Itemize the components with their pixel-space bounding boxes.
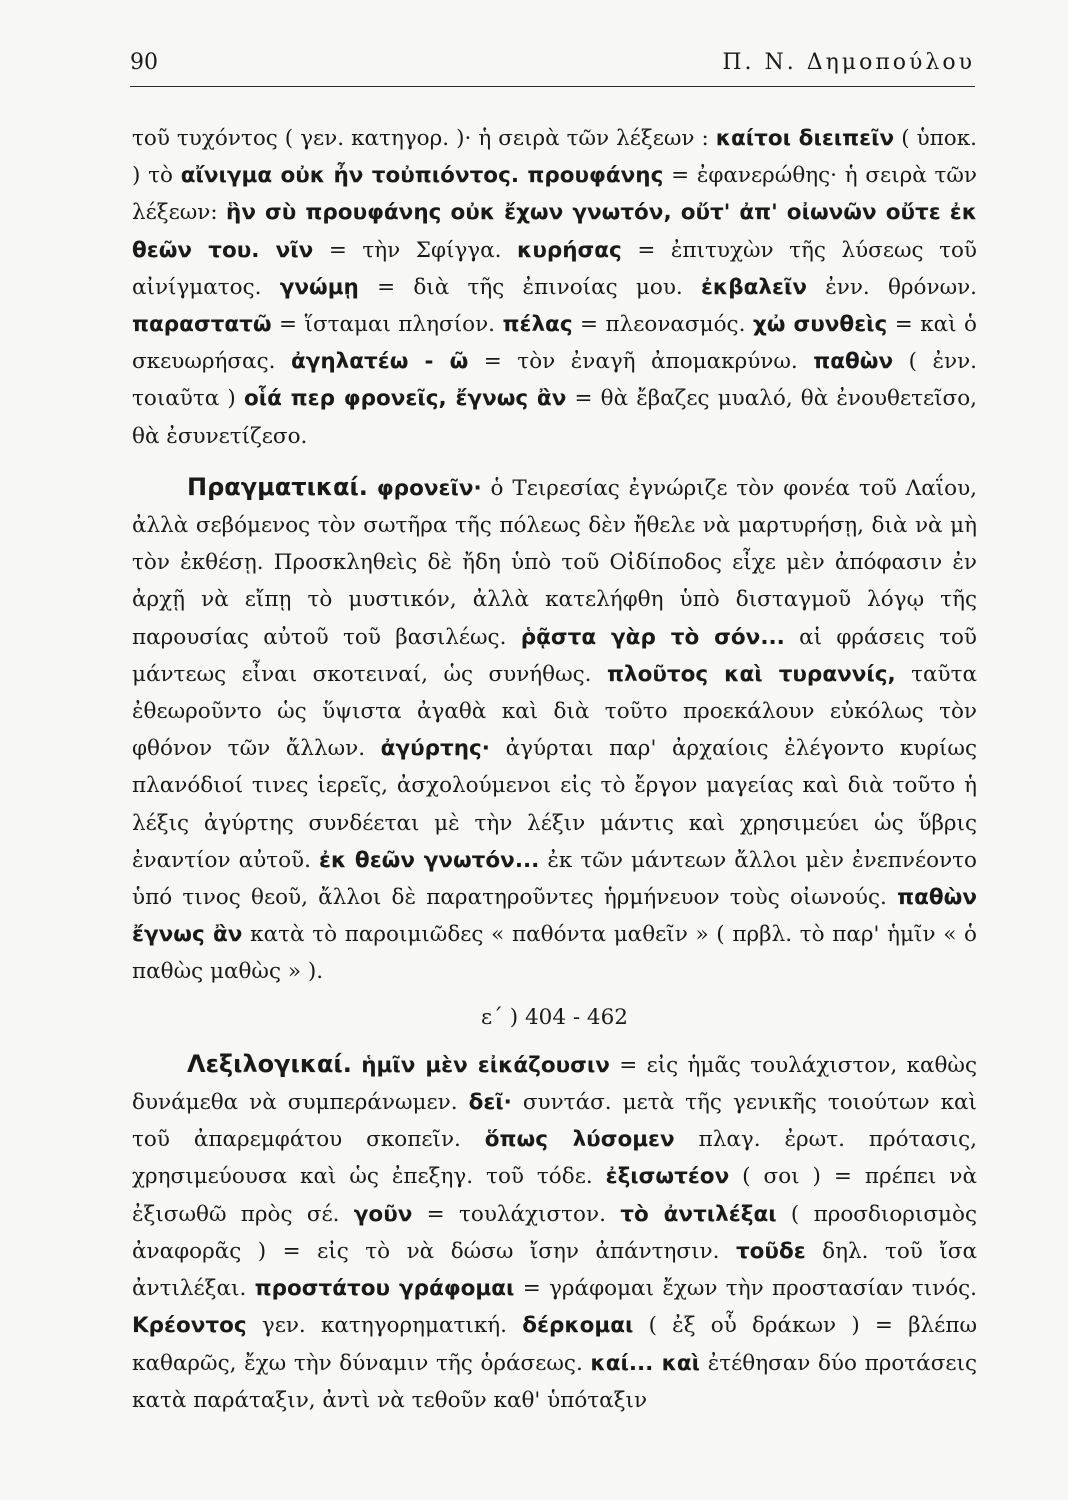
gloss-text: ὁ Τειρεσίας ἐγνώριζε τὸν φονέα τοῦ Λαΐου, ἀλλὰ σεβόμενος τὸν σωτῆρα τῆς πόλεως δὲν ἤθελε νὰ μαρτυρήσῃ, διὰ νὰ μὴ τὸν ἐκθέσῃ. Προσκληθεὶς δὲ ἤδη ὑπὸ τοῦ Οἰδίποδος εἶχε μὲν ἀπόφασιν ἐν ἀρχῇ νὰ εἴπῃ τὸ μυστικόν, ἀλλὰ κατελήφθη ὑπὸ δισταγμοῦ λόγῳ τῆς παρουσίας αὐτοῦ τοῦ βασιλέως. [132, 475, 977, 650]
gloss-text: = καὶ ὁ σκευωρήσας. [132, 312, 978, 375]
lemma: κυρήσας [517, 237, 622, 263]
lemma: ἣν σὺ προυφάνης οὐκ ἔχων γνωτόν, οὔτ' ἀπ' οἰωνῶν οὔτε ἐκ θεῶν του. νῖν [132, 200, 977, 263]
lemma: τὸ ἀντιλέξαι [620, 1201, 777, 1227]
lemma: παραστατῶ [132, 312, 272, 338]
gloss-text: = τὴν Σφίγγα. [313, 237, 518, 263]
gloss-text: = τὸν ἐναγῆ ἀπομακρύνω. [468, 349, 814, 375]
running-head: Π. Ν. Δημοπούλου [722, 50, 975, 75]
lemma: Κρέοντος [132, 1313, 247, 1339]
paragraph-lexilogikai [132, 1046, 977, 1419]
gloss-text: ἐτέθησαν δύο προτάσεις κατὰ παράταξιν, ἀντὶ νὰ τεθοῦν καθ' ὑπόταξιν [132, 1350, 977, 1413]
gloss-text: δηλ. τοῦ ἴσα ἀντιλέξαι. [132, 1238, 977, 1302]
gloss-text: αἱ φράσεις τοῦ μάντεως εἶναι σκοτειναί, ὡς συνήθως. [132, 624, 977, 687]
gloss-text: ἐκ τῶν μάντεων ἄλλοι μὲν ἐνεπνέοντο ὑπό τινος θεοῦ, ἄλλοι δὲ παρατηροῦντες ἡρμήνευον τοὺς οἰωνούς. [132, 847, 977, 911]
lemma: ἐκβαλεῖν [700, 274, 807, 300]
gloss-text: ταῦτα ἐθεωροῦντο ὡς ὕψιστα ἀγαθὰ καὶ διὰ τοῦτο προεκάλουν εὐκόλως τὸν φθόνον τῶν ἄλλων. [132, 661, 978, 762]
gloss-text: ( ἐξ οὗ δράκων ) = βλέπω καθαρῶς, ἔχω τὴν δύναμιν τῆς ὁράσεως. [132, 1313, 977, 1376]
lemma: αἴνιγμα οὐκ ἦν τοὐπιόντος. προυφάνης [180, 163, 664, 189]
gloss-text: = ἐφανερώθης· ἡ σειρὰ τῶν λέξεων: [132, 163, 977, 226]
lemma: οἷά περ φρονεῖς, ἔγνως ἂν [243, 386, 567, 412]
gloss-text: = γράφομαι ἔχων τὴν προστασίαν τινός. [514, 1276, 978, 1302]
gloss-text: συντάσ. μετὰ τῆς γενικῆς τοιούτων καὶ τοῦ ἀπαρεμφάτου σκοπεῖν. [132, 1090, 977, 1153]
body-text [132, 120, 977, 1419]
lemma: τοῦδε [735, 1238, 806, 1264]
lemma: χὠ συνθεὶς [752, 312, 888, 338]
gloss-text: = ἵσταμαι πλησίον. [271, 312, 503, 338]
lemma: προστάτου γράφομαι [254, 1276, 515, 1302]
gloss-text: ἐνν. θρόνων. [806, 274, 977, 300]
gloss-text: πλαγ. ἐρωτ. πρότασις, χρησιμεύουσα καὶ ὡς ἐπεξηγ. τοῦ τόδε. [132, 1127, 977, 1190]
lemma: ἐκ θεῶν γνωτόν... [318, 847, 540, 873]
lemma: δέρκομαι [522, 1313, 634, 1339]
page-header [130, 46, 975, 87]
lemma: ῥᾷστα γὰρ τὸ σόν... [520, 624, 785, 650]
gloss-text: ( σοι ) = πρέπει νὰ ἐξισωθῶ πρὸς σέ. [132, 1164, 977, 1227]
gloss-text: τοῦ τυχόντος ( γεν. κατηγορ. )· ἡ σειρὰ τῶν λέξεων : [132, 126, 716, 151]
gloss-text: = θὰ ἔβαζες μυαλό, θὰ ἐνουθετεῖσο, θὰ ἐσυνετίζεσο. [132, 386, 978, 449]
gloss-text: κατὰ τὸ παροιμιῶδες « παθόντα μαθεῖν » ( πρβλ. τὸ παρ' ἡμῖν « ὁ παθὼς μαθὼς » ). [132, 922, 977, 985]
lemma: δεῖ· [468, 1090, 512, 1116]
gloss-text: = τουλάχιστον. [412, 1201, 621, 1227]
lemma: γνώμῃ [279, 274, 359, 300]
gloss-text: ἀγύρται παρ' ἀρχαίοις ἐλέγοντο κυρίως πλανόδιοί τινες ἱερεῖς, ἀσχολούμενοι εἰς τὸ ἔργον μαγείας καὶ διὰ τοῦτο ἡ λέξις ἀγύρτης συνδέεται μὲ τὴν λέξιν μάντις καὶ χρησιμεύει ὡς ὕβρις ἐναντίον αὐτοῦ. [132, 736, 977, 873]
lemma: παθὼν [813, 349, 894, 375]
lemma: ὅπως λύσομεν [484, 1127, 675, 1153]
lemma: ἀγηλατέω - ῶ [290, 349, 469, 375]
lemma: πέλας [502, 312, 573, 338]
gloss-text: ( ἐνν. τοιαῦτα ) [132, 349, 977, 412]
gloss-text: = εἰς ἡμᾶς τουλάχιστον, καθὼς δυνάμεθα νὰ συμπεράνωμεν. [132, 1052, 978, 1116]
lemma: καίτοι διειπεῖν [715, 126, 895, 151]
lemma: ἐξισωτέον [605, 1164, 730, 1190]
section-heading-pragmatikai: Πραγματικαί. [187, 472, 368, 501]
gloss-text: = ἐπιτυχὼν τῆς λύσεως τοῦ αἰνίγματος. [132, 237, 977, 300]
gloss-text: ( ὑποκ. ) τὸ [132, 126, 978, 189]
gloss-text: = διὰ τῆς ἐπινοίας μου. [358, 274, 701, 300]
lemma: φρονεῖν· [376, 475, 482, 501]
page-number: 90 [130, 50, 158, 75]
gloss-text: ( προσδιορισμὸς ἀναφορᾶς ) = εἰς τὸ νὰ δώσω ἴσην ἀπάντησιν. [132, 1201, 977, 1264]
lemma: παθὼν ἔγνως ἂν [132, 885, 977, 948]
verse-range: ε΄ ) 404 - 462 [481, 1004, 628, 1030]
lemma: καί... καὶ [590, 1350, 701, 1376]
paragraph-pragmatikai [132, 469, 977, 991]
pragmatikai-body [132, 476, 977, 985]
paragraph-commentary [132, 120, 977, 455]
lemma: πλοῦτος καὶ τυραννίς, [606, 661, 896, 687]
section-heading-lexilogikai: Λεξιλογικαί. [187, 1049, 352, 1078]
lemma: ἡμῖν μὲν εἰκάζουσιν [361, 1052, 610, 1078]
gloss-text: = πλεονασμός. [572, 312, 753, 338]
paragraph-gap [132, 455, 977, 469]
lexilogikai-body [132, 1053, 977, 1413]
gloss-text: γεν. κατηγορηματική. [246, 1313, 523, 1339]
lemma: γοῦν [353, 1201, 413, 1227]
lemma: ἀγύρτης· [380, 736, 490, 762]
